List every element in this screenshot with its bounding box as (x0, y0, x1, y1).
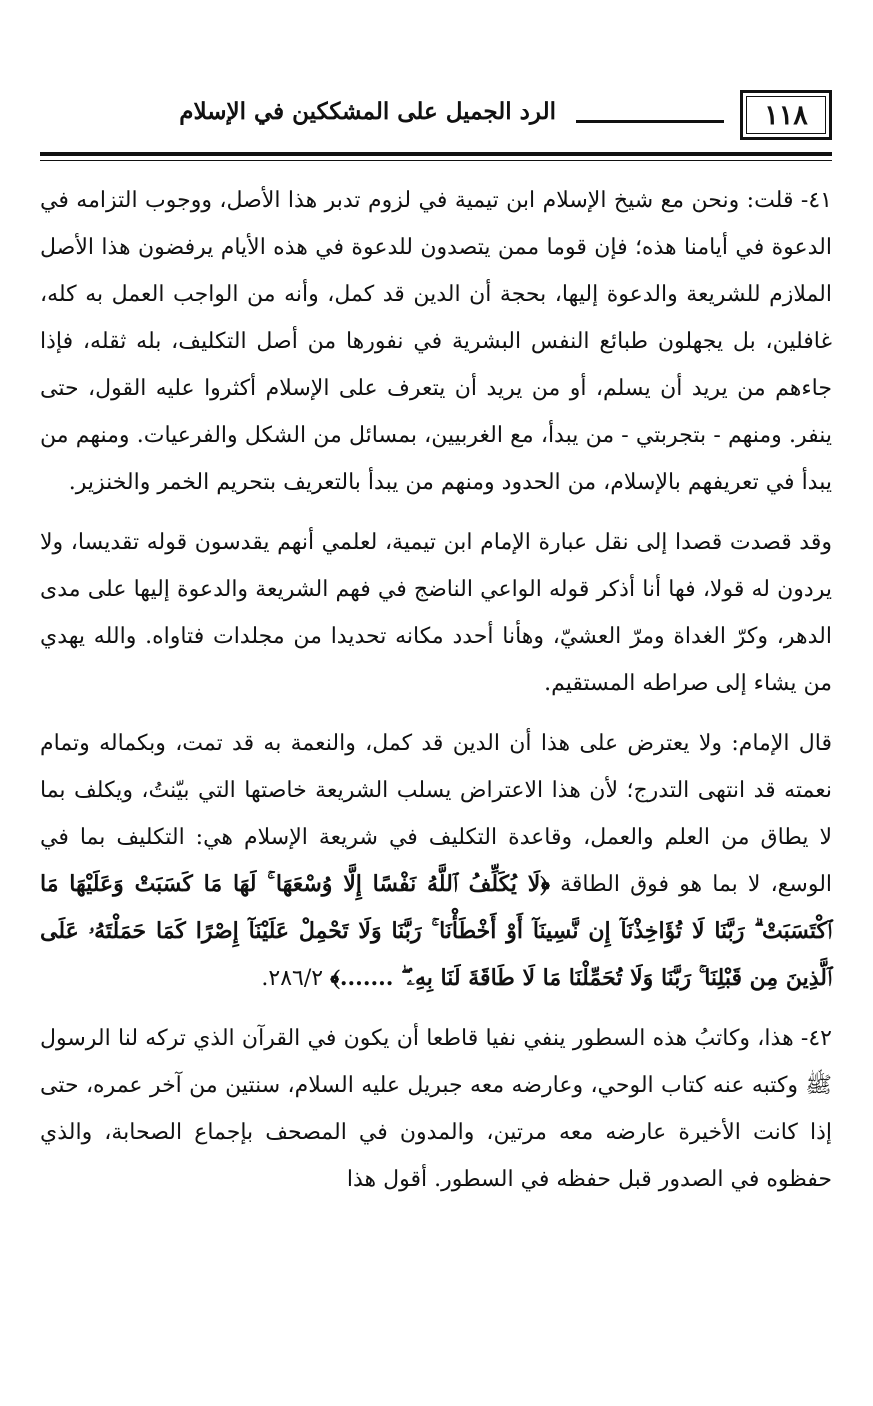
paragraph-intent: وقد قصدت قصدا إلى نقل عبارة الإمام ابن تيمية، لعلمي أنهم يقدسون قوله تقديسا، ولا يردون له قولا، فها أنا أذكر قوله الواعي الناضج في فهم الشريعة والدعوة إليها على مدى الدهر، وكرّ الغداة ومرّ العشيّ، وهأنا أحدد مكانه تحديدا من مجلدات فتاواه. والله يهدي من يشاء إلى صراطه المستقيم. (40, 530, 832, 696)
paragraph-imam-quote (40, 720, 832, 1002)
paragraph-41: ٤١- قلت: ونحن مع شيخ الإسلام ابن تيمية في لزوم تدبر هذا الأصل، ووجوب التزامه في الدعوة في أيامنا هذه؛ فإن قوما ممن يتصدون للدعوة في هذه الأيام يرفضون هذا الأصل الملازم للشريعة والدعوة إليها، بحجة أن الدين قد كمل، وأنه من الواجب العمل به كله، غافلين، بل يجهلون طبائع النفس البشرية في نفورها من أصل التكليف، بله ثقله، فإذا جاءهم من يريد أن يسلم، أو من يريد أن يتعرف على الإسلام أكثروا عليه القول، حتى ينفر. ومنهم - بتجربتي - من يبدأ، مع الغربيين، بمسائل من الشكل والفرعيات. ومنهم من يبدأ في تعريفهم بالإسلام، من الحدود ومنهم من يبدأ بالتعريف بتحريم الخمر والخنزير. (40, 188, 832, 495)
page-number: ١١٨ (740, 90, 832, 140)
page-body (40, 177, 832, 1203)
page-header (40, 88, 832, 152)
running-title: الرد الجميل على المشككين في الإسلام (179, 98, 556, 125)
header-divider-thick (40, 152, 832, 156)
imam-quote-text: قال الإمام: ولا يعترض على هذا أن الدين قد كمل، والنعمة به قد تمت، وبكماله وتمام نعمته قد انتهى التدرج؛ لأن هذا الاعتراض يسلب الشريعة خاصتها التي بيّنتُ، ويكلف بما لا يطاق من العلم والعمل، وقاعدة التكليف في شريعة الإسلام هي: التكليف بما في الوسع، لا بما هو فوق الطاقة (40, 731, 833, 897)
header-ornament-rule (576, 120, 724, 123)
header-divider-thin (40, 160, 832, 161)
paragraph-42: ٤٢- هذا، وكاتبُ هذه السطور ينفي نفيا قاطعا أن يكون في القرآن الذي تركه لنا الرسول ﷺ وكتبه عنه كتاب الوحي، وعارضه معه جبريل عليه السلام، سنتين من آخر عمره، حتى إذا كانت الأخيرة عارضه معه مرتين، والمدون في المصحف بإجماع الصحابة، والذي حفظوه في الصدور قبل حفظه في السطور. أقول هذا (40, 1026, 832, 1192)
verse-reference: ٢٨٦/٢. (261, 966, 324, 991)
quran-verse: ﴿لَا يُكَلِّفُ ٱللَّهُ نَفْسًا إِلَّا وُسْعَهَا ۚ لَهَا مَا كَسَبَتْ وَعَلَيْهَا مَا ٱكْتَسَبَتْ ۗ رَبَّنَا لَا تُؤَاخِذْنَآ إِن نَّسِينَآ أَوْ أَخْطَأْنَا ۚ رَبَّنَا وَلَا تَحْمِلْ عَلَيْنَآ إِصْرًا كَمَا حَمَلْتَهُۥ عَلَى ٱلَّذِينَ مِن قَبْلِنَا ۚ رَبَّنَا وَلَا تُحَمِّلْنَا مَا لَا طَاقَةَ لَنَا بِهِۦ ۖ .......﴾ (40, 871, 832, 991)
